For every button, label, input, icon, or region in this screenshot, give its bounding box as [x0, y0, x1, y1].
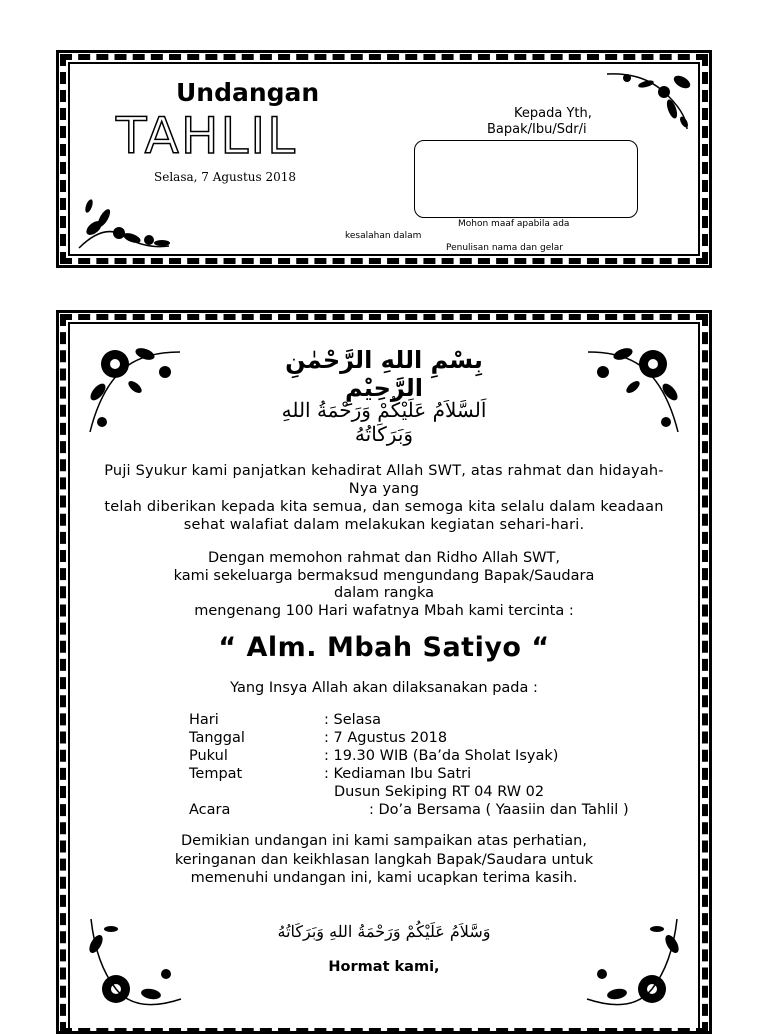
text-line: Demikian undangan ini kami sampaikan atas perhatian,: [181, 833, 587, 849]
event-date: Selasa, 7 Agustus 2018: [154, 170, 297, 184]
detail-value: Dusun Sekiping RT 04 RW 02: [334, 784, 545, 800]
salam-closing: وَسَّلاَمُ عَلَيْكُمْ وَرَحْمَةُ اللهِ وَبَرَكَاتُهُ: [277, 922, 491, 941]
detail-row: [189, 711, 629, 729]
detail-row: [189, 729, 629, 747]
text-line: Nya yang: [348, 481, 420, 497]
text-line: telah diberikan kepada kita semua, dan semoga kita selalu dalam keadaan: [104, 499, 664, 515]
detail-label: Acara: [189, 802, 231, 818]
detail-row: [189, 765, 629, 783]
text-line: Puji Syukur kami panjatkan kehadirat Allah SWT, atas rahmat dan hidayah-: [104, 463, 664, 479]
detail-label: Tanggal: [189, 730, 245, 746]
detail-label: Pukul: [189, 748, 228, 764]
regards-signoff: Hormat kami,: [328, 959, 440, 975]
detail-row: [189, 783, 629, 801]
floral-corner-icon: [80, 332, 190, 442]
text-line: memenuhi undangan ini, kami ucapkan terima kasih.: [190, 870, 578, 886]
floral-ornament-icon: [74, 178, 174, 253]
apology-note: Mohon maaf apabila ada: [458, 219, 570, 229]
header-card: [56, 50, 712, 268]
detail-value: : Selasa: [324, 712, 381, 728]
text-line: mengenang 100 Hari wafatnya Mbah kami tercinta :: [194, 602, 574, 619]
salam-opening: اَلسَّلاَمُ عَلَيْكُمْ وَرَحْمَةُ اللهِ وَبَرَكَاتُهُ: [281, 398, 487, 446]
opening-paragraph: [56, 462, 712, 534]
purpose-paragraph: [56, 550, 712, 620]
invitation-card: [56, 310, 712, 1024]
apology-note: Penulisan nama dan gelar: [446, 243, 563, 253]
text-line: kami sekeluarga bermaksud mengundang Bapak/Saudara: [173, 567, 595, 584]
apology-note: kesalahan dalam: [345, 231, 422, 241]
recipient-name-box[interactable]: [414, 140, 638, 218]
text-line: Dengan memohon rahmat dan Ridho Allah SWT,: [208, 550, 560, 566]
detail-row: [189, 801, 629, 819]
detail-label: Tempat: [189, 766, 243, 782]
floral-corner-icon: [578, 332, 688, 442]
text-line: dalam rangka: [333, 585, 434, 601]
recipient-label: Bapak/Ibu/Sdr/i: [487, 122, 587, 137]
text-line: sehat walafiat dalam melakukan kegiatan sehari-hari.: [183, 517, 585, 533]
detail-row: [189, 747, 629, 765]
detail-value: : Do’a Bersama ( Yaasiin dan Tahlil ): [369, 802, 629, 818]
closing-paragraph: [56, 832, 712, 888]
schedule-intro: Yang Insya Allah akan dilaksanakan pada :: [230, 680, 538, 696]
title-tahlil: TAHLIL: [116, 107, 297, 165]
recipient-label: Kepada Yth,: [514, 106, 592, 121]
title-undangan: Undangan: [176, 78, 320, 107]
deceased-name: “ Alm. Mbah Satiyo “: [218, 632, 550, 663]
detail-value: : Kediaman Ibu Satri: [324, 766, 472, 782]
event-details: [189, 711, 629, 819]
text-line: keringanan dan keikhlasan langkah Bapak/Saudara untuk: [174, 851, 594, 868]
floral-ornament-icon: [602, 64, 697, 134]
detail-label: [189, 783, 334, 801]
detail-value: : 19.30 WIB (Ba’da Sholat Isyak): [324, 748, 559, 764]
detail-label: Hari: [189, 712, 219, 728]
basmalah-calligraphy: بِسْمِ اللهِ الرَّحْمٰنِ الرَّحِيْمِ: [285, 346, 483, 402]
detail-value: : 7 Agustus 2018: [324, 730, 448, 746]
